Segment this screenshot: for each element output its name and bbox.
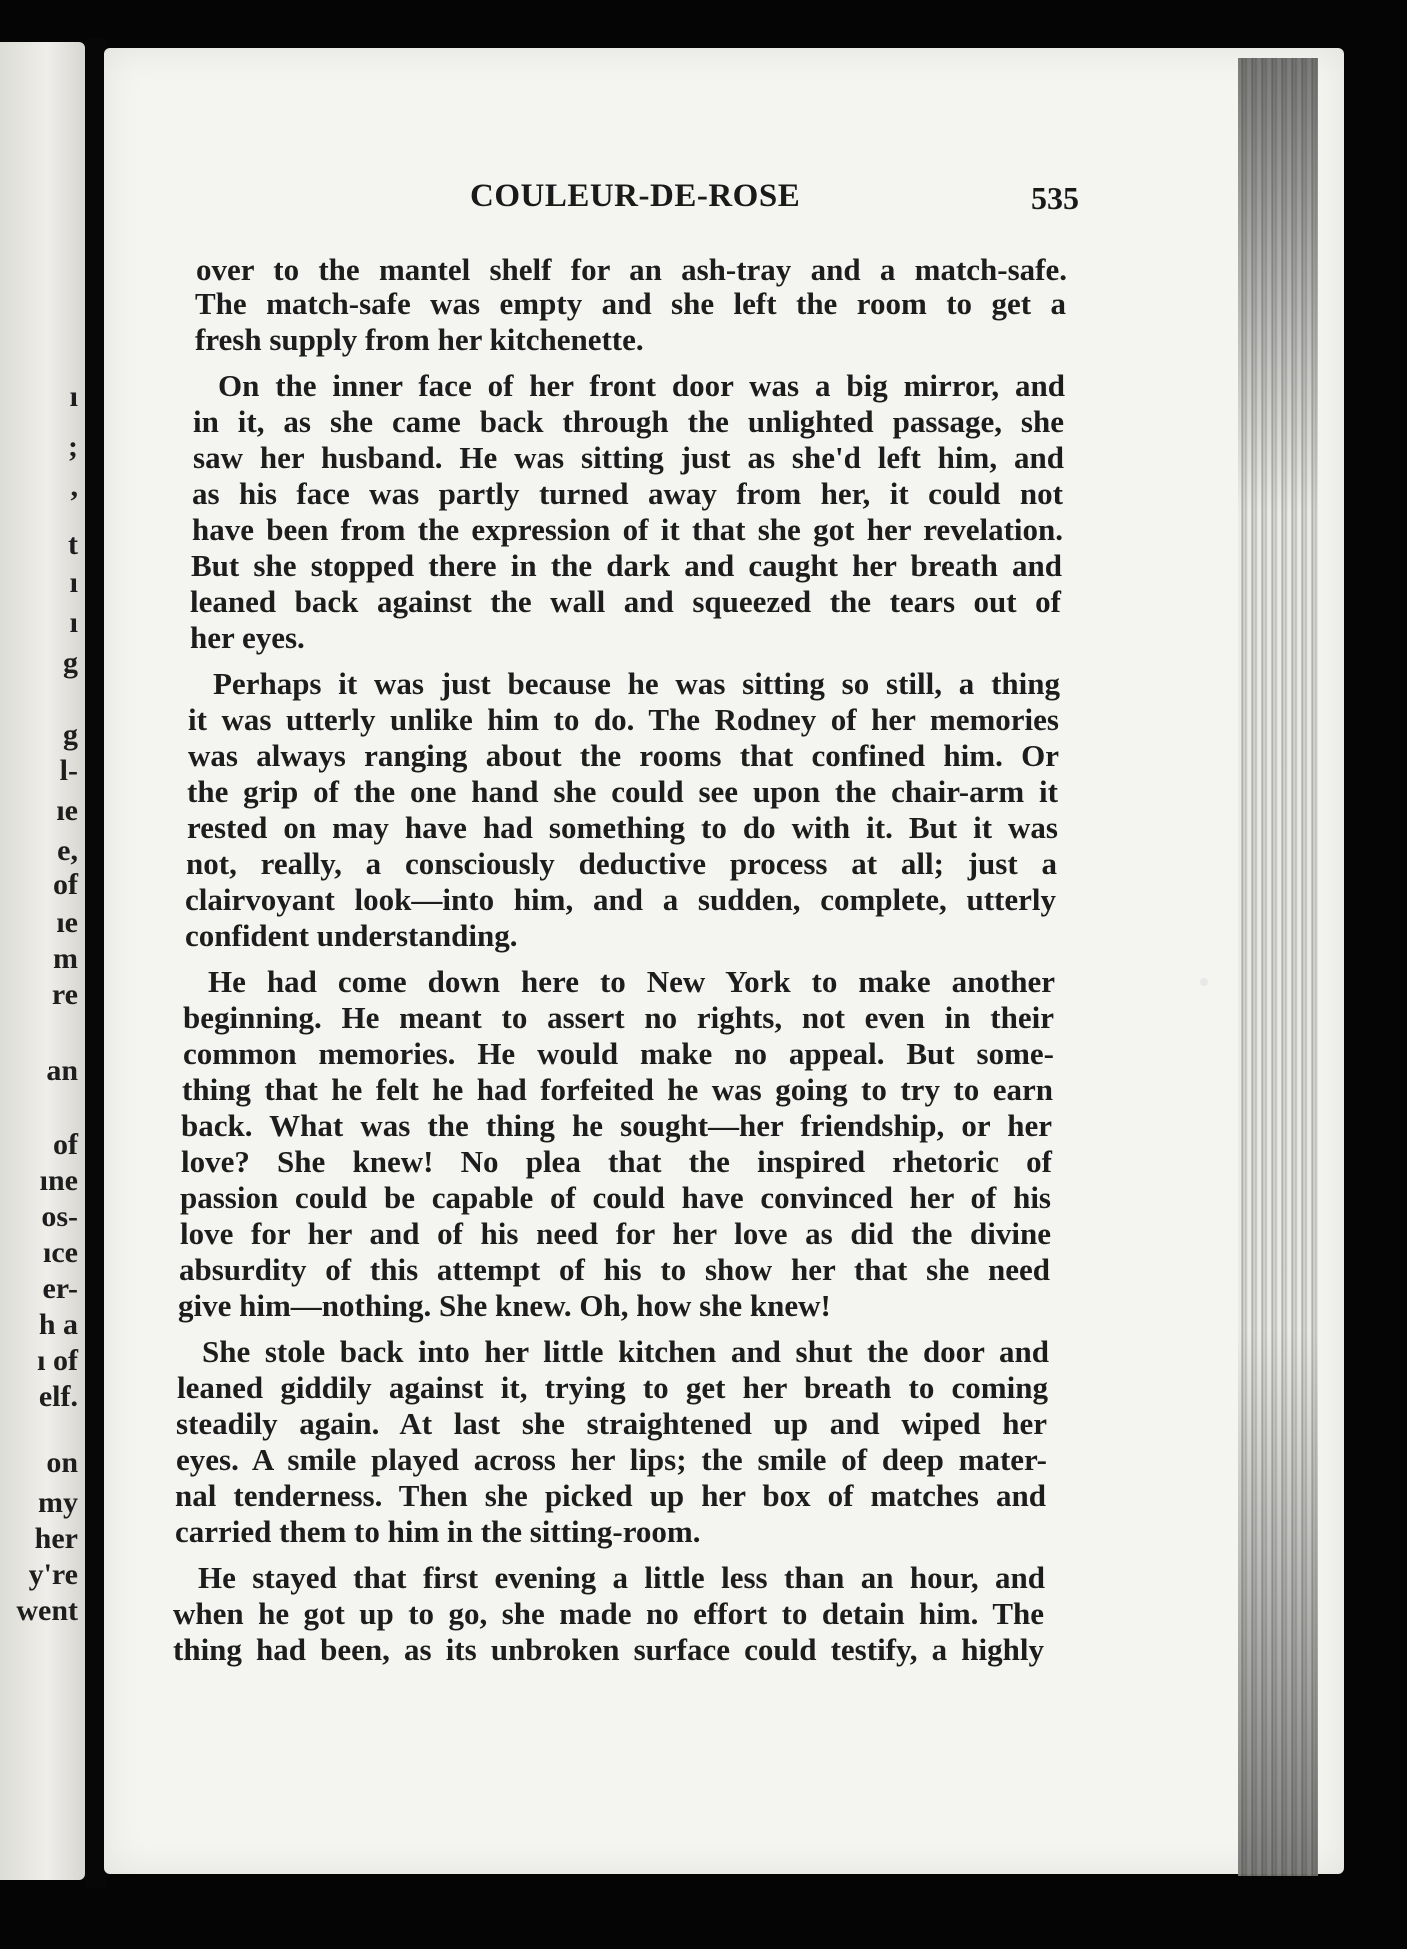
- previous-page-line-fragment: on: [46, 1446, 78, 1479]
- previous-page-line-fragment: g: [63, 646, 78, 679]
- text-line: love for her and of his need for her love as did the divine: [180, 1216, 1051, 1251]
- text-line: leaned giddily against it, trying to get her breath to coming: [177, 1370, 1048, 1405]
- text-line: thing had been, as its unbroken surface could testify, a highly: [173, 1632, 1044, 1667]
- text-line: saw her husband. He was sitting just as she'd left him, and: [193, 440, 1064, 475]
- text-line: fresh supply from her kitchenette.: [195, 322, 644, 357]
- text-line: common memories. He would make no appeal. But some-: [183, 1036, 1054, 1071]
- text-line: have been from the expression of it that she got her revelation.: [192, 512, 1063, 547]
- text-line: not, really, a consciously deductive process at all; just a: [186, 846, 1057, 881]
- text-line: thing that he felt he had forfeited he was going to try to earn: [182, 1072, 1053, 1107]
- previous-page-line-fragment: ıne: [39, 1164, 78, 1197]
- text-line: He had come down here to New York to make another: [208, 964, 1055, 999]
- previous-page-line-fragment: y're: [28, 1558, 78, 1591]
- text-line: On the inner face of her front door was a big mirror, and: [218, 368, 1065, 403]
- previous-page-line-fragment: elf.: [38, 1380, 78, 1413]
- previous-page-line-fragment: er-: [42, 1272, 78, 1305]
- text-line: passion could be capable of could have convinced her of his: [180, 1180, 1051, 1215]
- previous-page-line-fragment: l-: [59, 754, 78, 787]
- previous-page-line-fragment: ı: [69, 380, 78, 413]
- text-line: in it, as she came back through the unlighted passage, she: [193, 404, 1064, 439]
- previous-page-line-fragment: ı: [69, 566, 78, 599]
- running-header: COULEUR-DE-ROSE: [470, 178, 801, 214]
- text-line: She stole back into her little kitchen and shut the door and: [202, 1334, 1049, 1369]
- previous-page-line-fragment: ,: [70, 470, 78, 503]
- previous-page-line-fragment: an: [46, 1054, 78, 1087]
- text-line: The match-safe was empty and she left the room to get a: [195, 286, 1066, 321]
- previous-page-line-fragment: went: [16, 1594, 78, 1627]
- text-line: her eyes.: [190, 620, 305, 655]
- previous-page-line-fragment: m: [53, 942, 78, 975]
- text-line: absurdity of this attempt of his to show her that she need: [179, 1252, 1050, 1287]
- previous-page-line-fragment: her: [34, 1522, 78, 1555]
- text-line: carried them to him in the sitting-room.: [175, 1514, 701, 1549]
- previous-page-line-fragment: ıe: [56, 906, 78, 939]
- text-line: give him—nothing. She knew. Oh, how she knew!: [178, 1288, 831, 1323]
- previous-page-line-fragment: ı: [69, 606, 78, 639]
- previous-page-line-fragment: of: [53, 1128, 78, 1161]
- text-line: Perhaps it was just because he was sitting so still, a thing: [213, 666, 1060, 701]
- text-line: confident understanding.: [185, 918, 518, 953]
- previous-page-line-fragment: os-: [41, 1200, 78, 1233]
- text-line: clairvoyant look—into him, and a sudden, complete, utterly: [185, 882, 1056, 917]
- text-line: over to the mantel shelf for an ash-tray and a match-safe.: [196, 252, 1067, 287]
- previous-page-line-fragment: ıe: [56, 794, 78, 827]
- text-line: was always ranging about the rooms that confined him. Or: [188, 738, 1059, 773]
- previous-page-line-fragment: ıce: [43, 1236, 78, 1269]
- previous-page-line-fragment: t: [68, 528, 78, 561]
- text-line: beginning. He meant to assert no rights, not even in their: [183, 1000, 1054, 1035]
- text-line: the grip of the one hand she could see upon the chair-arm it: [187, 774, 1058, 809]
- previous-page-line-fragment: e,: [57, 834, 78, 867]
- text-line: rested on may have had something to do with it. But it was: [187, 810, 1058, 845]
- previous-page-line-fragment: my: [38, 1486, 78, 1519]
- previous-page-line-fragment: ;: [68, 430, 78, 463]
- text-line: back. What was the thing he sought—her friendship, or her: [181, 1108, 1052, 1143]
- text-line: eyes. A smile played across her lips; the smile of deep mater-: [176, 1442, 1047, 1477]
- text-line: when he got up to go, she made no effort to detain him. The: [173, 1596, 1044, 1631]
- text-line: He stayed that first evening a little less than an hour, and: [198, 1560, 1045, 1595]
- previous-page-line-fragment: of: [53, 868, 78, 901]
- page-number: 535: [1031, 180, 1079, 216]
- previous-page-line-fragment: ı of: [37, 1344, 78, 1377]
- text-line: it was utterly unlike him to do. The Rodney of her memories: [188, 702, 1059, 737]
- text-line: as his face was partly turned away from her, it could not: [192, 476, 1063, 511]
- text-line: love? She knew! No plea that the inspired rhetoric of: [181, 1144, 1052, 1179]
- text-line: But she stopped there in the dark and caught her breath and: [191, 548, 1062, 583]
- previous-page-line-fragment: h a: [38, 1308, 78, 1341]
- previous-page-line-fragment: re: [51, 978, 78, 1011]
- text-line: nal tenderness. Then she picked up her box of matches and: [175, 1478, 1046, 1513]
- text-line: leaned back against the wall and squeezed the tears out of: [190, 584, 1061, 619]
- previous-page-line-fragment: g: [63, 718, 78, 751]
- text-line: steadily again. At last she straightened up and wiped her: [176, 1406, 1047, 1441]
